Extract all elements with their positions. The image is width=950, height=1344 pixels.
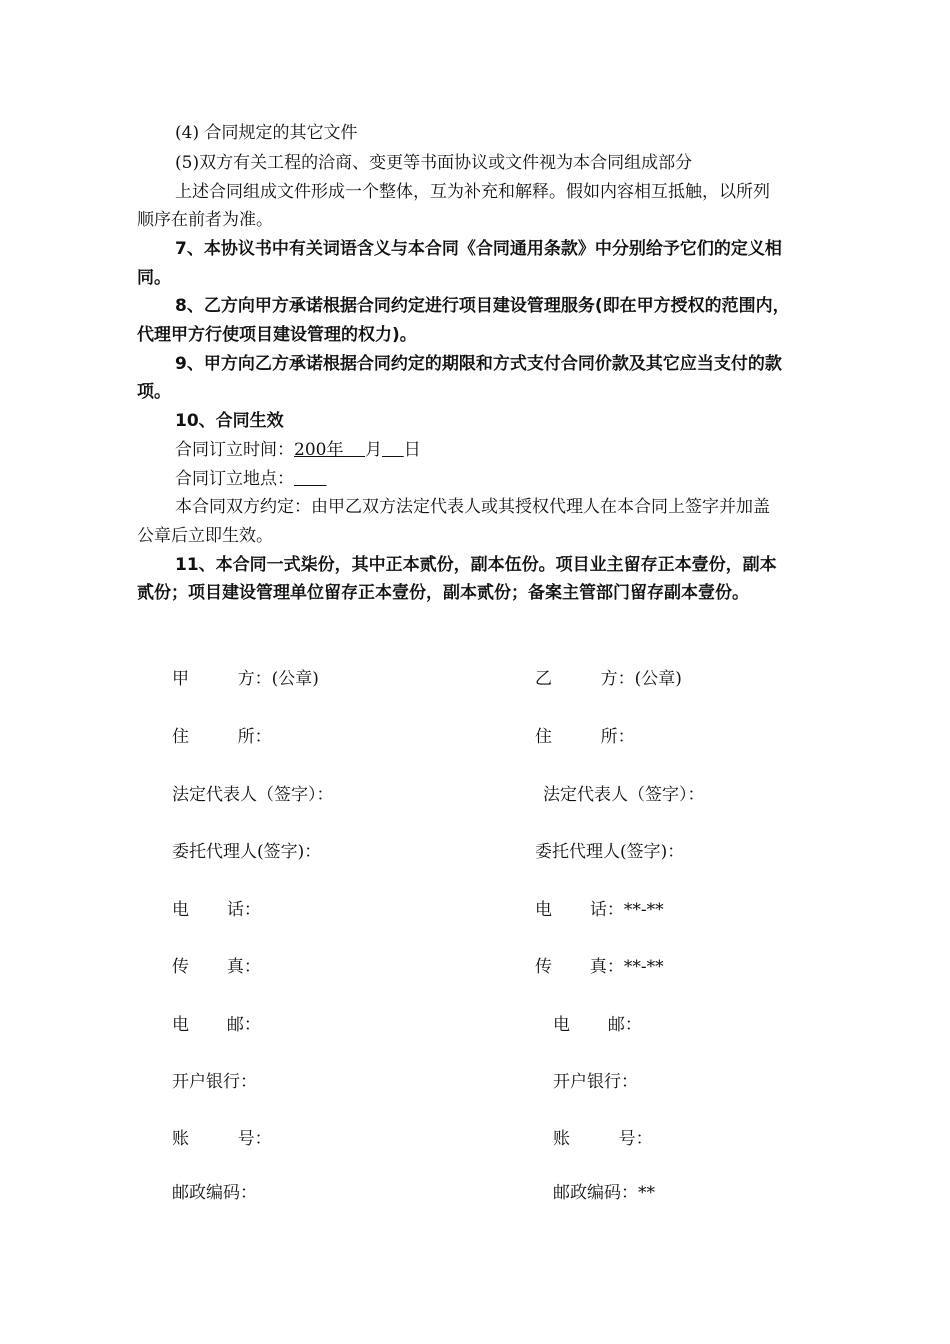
party-a-agent: 委托代理人(签字)： xyxy=(172,842,322,862)
sign-time-day-unit: 日 xyxy=(403,440,421,460)
sign-place-blank xyxy=(294,469,326,489)
party-b-account: 账 号： xyxy=(553,1129,653,1149)
party-b-name: 乙 方：(公章) xyxy=(535,669,682,689)
sign-time-year-unit: 年 xyxy=(326,440,344,460)
clause-9-line2: 项。 xyxy=(137,382,171,402)
party-b-email: 电 邮： xyxy=(553,1015,642,1035)
party-b-agent: 委托代理人(签字)： xyxy=(535,842,685,862)
party-a-account: 账 号： xyxy=(172,1129,272,1149)
clause-11-line1: 11、本合同一式柒份，其中正本贰份，副本伍份。项目业主留存正本壹份，副本 xyxy=(175,555,777,575)
sign-time-label: 合同订立时间： xyxy=(175,440,294,460)
party-b-phone: 电 话：**-** xyxy=(535,900,664,920)
sign-time-line xyxy=(175,439,421,461)
para-item-4: (4) 合同规定的其它文件 xyxy=(175,123,358,143)
party-a-bank: 开户银行： xyxy=(172,1072,257,1092)
party-b-bank: 开户银行： xyxy=(553,1072,638,1092)
clause-8-line1: 8、乙方向甲方承诺根据合同约定进行项目建设管理服务(即在甲方授权的范围内， xyxy=(175,296,790,316)
sign-place-line xyxy=(175,468,326,490)
clause-11-line2: 贰份；项目建设管理单位留存正本壹份，副本贰份；备案主管部门留存副本壹份。 xyxy=(137,583,749,603)
party-a-postcode: 邮政编码： xyxy=(172,1183,257,1203)
party-a-legal-rep: 法定代表人（签字）： xyxy=(172,785,334,805)
sign-time-month-unit: 月 xyxy=(365,440,383,460)
para-order-line2: 顺序在前者为准。 xyxy=(137,210,273,230)
party-b-address: 住 所： xyxy=(535,727,635,747)
effect-line2: 公章后立即生效。 xyxy=(137,526,273,546)
sign-place-label: 合同订立地点： xyxy=(175,469,294,489)
party-b-postcode: 邮政编码：** xyxy=(553,1183,655,1203)
para-order-line1: 上述合同组成文件形成一个整体，互为补充和解释。假如内容相互抵触，以所列 xyxy=(175,182,770,202)
party-b-legal-rep: 法定代表人（签字）： xyxy=(543,785,705,805)
party-a-address: 住 所： xyxy=(172,727,272,747)
clause-7-line2: 同。 xyxy=(137,268,171,288)
para-item-5: (5)双方有关工程的洽商、变更等书面协议或文件视为本合同组成部分 xyxy=(175,153,693,173)
clause-7-line1: 7、本协议书中有关词语含义与本合同《合同通用条款》中分别给予它们的定义相 xyxy=(175,239,782,259)
party-a-email: 电 邮： xyxy=(172,1015,261,1035)
sign-time-year: 200 xyxy=(294,440,327,460)
party-a-fax: 传 真： xyxy=(172,957,261,977)
clause-9-line1: 9、甲方向乙方承诺根据合同约定的期限和方式支付合同价款及其它应当支付的款 xyxy=(175,354,782,374)
sign-time-month-blank xyxy=(343,440,365,460)
party-b-fax: 传 真：**-** xyxy=(535,957,664,977)
effect-line1: 本合同双方约定：由甲乙双方法定代表人或其授权代理人在本合同上签字并加盖 xyxy=(175,497,770,517)
party-a-name: 甲 方：(公章) xyxy=(172,669,319,689)
sign-time-day-blank xyxy=(382,440,404,460)
clause-8-line2: 代理甲方行使项目建设管理的权力)。 xyxy=(137,325,417,345)
clause-10-heading: 10、合同生效 xyxy=(175,411,284,431)
party-a-phone: 电 话： xyxy=(172,900,261,920)
